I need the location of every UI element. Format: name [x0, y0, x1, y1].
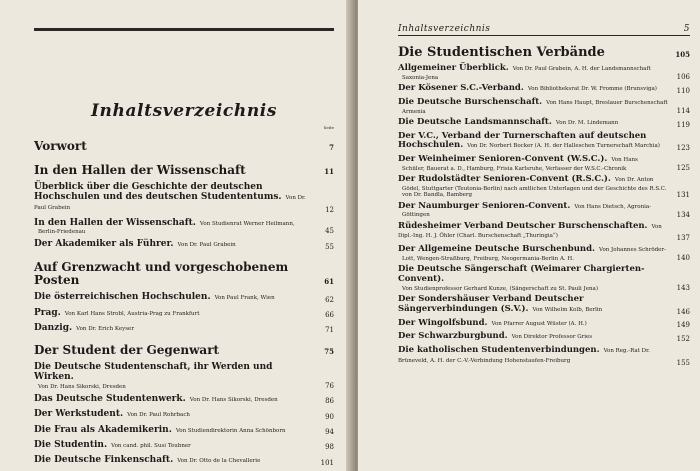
section-page: 61 — [324, 277, 334, 287]
section-page: 11 — [324, 166, 334, 176]
entry-author: Von Dr. Erich Keyser — [76, 325, 134, 332]
entry-page: 90 — [325, 412, 334, 421]
toc-entry — [398, 98, 690, 115]
entry-page: 106 — [676, 72, 690, 81]
toc-entry — [398, 132, 690, 153]
entry-page: 149 — [676, 321, 690, 330]
toc-entry — [398, 332, 690, 343]
section-title: Die Studentischen Verbände — [398, 45, 605, 60]
toc-entry — [34, 239, 334, 250]
right-page — [358, 0, 700, 471]
entry-author: Von Dr. Paul Grabein, A. H. der Landsmannschaft — [512, 65, 651, 72]
entry-title: Danzig. — [34, 322, 73, 333]
section-page: 75 — [324, 347, 334, 356]
entry-title: Der Wingolfsbund. — [398, 317, 488, 328]
toc-entry — [34, 425, 334, 436]
entry-title: Die Deutsche Finkenschaft. — [34, 455, 174, 466]
toc-entry — [34, 455, 334, 466]
page-number: 5 — [683, 24, 690, 34]
entry-author: Von Dr. M. Lindemann — [555, 119, 619, 126]
entry-author: Von Direktor Professor Gries — [511, 334, 593, 341]
entry-title: Die österreichischen Hochschulen. — [34, 292, 211, 303]
entry-author: Von Studienrat Werner Heilmann, — [199, 220, 295, 227]
section-title: Auf Grenzwacht und vorgeschobenem Posten — [34, 259, 289, 288]
entry-title: Die Frau als Akademikerin. — [34, 424, 172, 435]
entry-page: 62 — [325, 295, 334, 304]
entry-author: Von Hans — [611, 157, 638, 164]
toc-entry — [398, 245, 690, 262]
toc-section — [34, 261, 334, 289]
entry-author: Von Dr. Hans Sikorski, Dresden — [189, 397, 278, 404]
entry-title: Der Kösener S.C.-Verband. — [398, 83, 524, 94]
toc-entry — [398, 295, 690, 316]
entry-author-continued: Schüler, Bauerat a. D., Hamburg, Frisia Karlsruhe, Verfasser der W.S.C.-Chronik — [402, 165, 627, 172]
entry-author: Von Hans Dietsch, Agronia- — [574, 203, 652, 210]
toc-entry — [34, 182, 334, 214]
left-toc — [34, 140, 334, 467]
entry-page: 134 — [676, 210, 690, 219]
entry-page: 71 — [325, 326, 334, 335]
entry-page: 12 — [325, 205, 334, 214]
entry-title: Allgemeiner Überblick. — [398, 62, 509, 73]
right-toc — [398, 64, 690, 367]
toc-entry — [34, 323, 334, 334]
entry-title: Die Deutsche Burschenschaft. — [398, 96, 543, 107]
page-column-label: Seite — [323, 125, 334, 130]
toc-entry — [398, 319, 690, 330]
entry-page: 146 — [676, 307, 690, 316]
entry-page: 110 — [676, 86, 690, 95]
entry-author-continued: Von Studienprofessor Gerhard Kunze, (Sängerschaft zu St. Pauli Jena) — [402, 285, 598, 292]
entry-title: Der Akademiker als Führer. — [34, 239, 174, 250]
section-page: 7 — [329, 142, 334, 152]
entry-author: Von Hans Haupt, Breslauer Burschenschaft — [546, 99, 668, 106]
section-title: Der Student der Gegenwart — [34, 343, 220, 358]
entry-title: Die Studentin. — [34, 440, 108, 451]
entry-author-continued: Gödel, Stuttgarter (Teutonia-Berlin) nach amtlichen Unterlagen und der Geschichte des R.S.C. von Dr. Bandla, Bamberg — [402, 186, 667, 199]
toc-entry — [398, 84, 690, 95]
toc-entry — [34, 409, 334, 420]
entry-page: 152 — [676, 335, 690, 344]
entry-title: Der Werkstudent. — [34, 409, 124, 420]
entry-title: Die Deutsche Landsmannschaft. — [398, 116, 552, 127]
entry-author: Von Reg.-Rat Dr. Brüneveld, A. H. der C.-V.-Verbindung Hohenstaufen-Freiburg — [398, 348, 650, 364]
entry-title: Die Deutsche Sängerschaft (Weimarer Chargierten-Convent). — [398, 264, 645, 285]
entry-title: Der Sondershäuser Verband Deutscher Sängerverbindungen (S.V.). — [398, 294, 584, 314]
toc-entry — [398, 222, 690, 243]
toc-entry — [34, 292, 334, 303]
toc-section — [34, 164, 334, 178]
entry-author-continued: Von Dr. Hans Sikorski, Dresden — [38, 383, 126, 390]
toc-entry — [34, 218, 334, 236]
toc-entry — [34, 308, 334, 319]
entry-title: Der V.C., Verband der Turnerschaften auf deutschen Hochschulen. — [398, 130, 647, 151]
entry-page: 76 — [325, 382, 334, 390]
entry-author: Von Dr. Anton — [614, 177, 654, 184]
entry-page: 86 — [325, 397, 334, 406]
entry-author: Von cand. phil. Susi Teubner — [111, 443, 191, 450]
entry-author: Von Paul Frank, Wien — [214, 295, 275, 302]
toc-entry — [398, 64, 690, 81]
entry-author-continued: Berlin-Friedenau — [38, 228, 86, 235]
entry-author: Von Dr. Otto de la Chevallerie — [177, 458, 261, 465]
entry-page: 101 — [320, 458, 334, 467]
toc-entry — [398, 265, 690, 292]
toc-section — [34, 344, 334, 358]
entry-page: 119 — [676, 120, 690, 129]
section-title: Vorwort — [34, 139, 87, 153]
entry-author: Von Dr. Norbert Bocker (A. H. der Halleschen Turnerschaft Marchia) — [467, 143, 660, 150]
entry-page: 94 — [325, 428, 334, 437]
toc-entry — [398, 175, 690, 198]
entry-title: In den Hallen der Wissenschaft. — [34, 217, 196, 228]
toc-entry — [398, 155, 690, 172]
entry-title: Rüdesheimer Verband Deutscher Burschenschaften. — [398, 220, 648, 231]
entry-page: 140 — [676, 254, 690, 263]
entry-page: 131 — [676, 190, 690, 199]
entry-page: 143 — [676, 284, 690, 293]
entry-title: Die katholischen Studentenverbindungen. — [398, 345, 600, 356]
top-rule — [34, 28, 334, 31]
toc-entry — [34, 394, 334, 405]
entry-author: Von Karl Hans Strobl, Austria-Prag zu Frankfurt — [64, 310, 200, 317]
section-title: In den Hallen der Wissenschaft — [34, 162, 246, 177]
entry-page: 114 — [676, 106, 690, 115]
toc-entry — [398, 118, 690, 129]
page-title: Inhaltsverzeichnis — [90, 101, 278, 121]
entry-author: Von Studiendirektorin Anna Schönborn — [175, 427, 286, 434]
entry-author-continued: Göttingen — [402, 212, 430, 219]
entry-page: 98 — [325, 443, 334, 452]
entry-author-continued: Armenia — [402, 108, 426, 115]
entry-title: Die Deutsche Studentenschaft, ihr Werden und Wirken. — [34, 362, 273, 383]
entry-author: Von Dr. Paul Grabein — [34, 194, 306, 212]
entry-title: Der Weinheimer Senioren-Convent (W.S.C.). — [398, 154, 608, 165]
toc-entry — [398, 346, 690, 367]
entry-title: Der Rudolstädter Senioren-Convent (R.S.C.). — [398, 174, 611, 185]
entry-title: Prag. — [34, 307, 61, 318]
entry-page: 137 — [676, 234, 690, 243]
running-head-title: Inhaltsverzeichnis — [398, 24, 491, 34]
section-page: 105 — [675, 49, 690, 59]
entry-author: Von Pfarrer August Wüster (A. H.) — [491, 320, 587, 327]
entry-author-continued: Saxonia-Jena — [402, 74, 439, 81]
entry-page: 55 — [325, 242, 334, 251]
entry-title: Das Deutsche Studentenwerk. — [34, 394, 186, 405]
entry-page: 123 — [676, 144, 690, 153]
entry-author-continued: Lott, Wengen-Straßburg, Freiburg, Neogermania-Berlin A. H. — [402, 256, 574, 262]
entry-title: Der Schwarzburgbund. — [398, 331, 508, 342]
entry-author: Von Bibliotheksrat Dr. W. Fromme (Brunsviga) — [527, 86, 657, 93]
entry-page: 155 — [676, 358, 690, 367]
toc-entry — [34, 362, 334, 390]
toc-entry — [34, 440, 334, 451]
entry-page: 66 — [325, 310, 334, 319]
entry-title: Überblick über die Geschichte der deutschen Hochschulen und des deutschen Studententums. — [34, 181, 282, 202]
entry-page: 125 — [676, 164, 690, 173]
entry-title: Der Naumburger Senioren-Convent. — [398, 200, 571, 211]
entry-author: Von Wilhelm Kolb, Berlin — [532, 306, 603, 313]
toc-section — [34, 140, 334, 154]
toc-entry — [398, 202, 690, 219]
entry-author: Von Dipl.-Ing. H. J. Öhler (Charl. Burschenschaft „Thuringia“) — [398, 223, 662, 240]
toc-section — [398, 46, 690, 61]
running-head — [398, 24, 690, 36]
entry-author: Von Dr. Paul Rohrbach — [127, 412, 190, 419]
entry-page: 45 — [325, 227, 334, 236]
entry-title: Der Allgemeine Deutsche Burschenbund. — [398, 244, 595, 255]
entry-author: Von Johannes Schröder- — [598, 247, 666, 254]
entry-author: Von Dr. Paul Grabein — [177, 242, 236, 249]
